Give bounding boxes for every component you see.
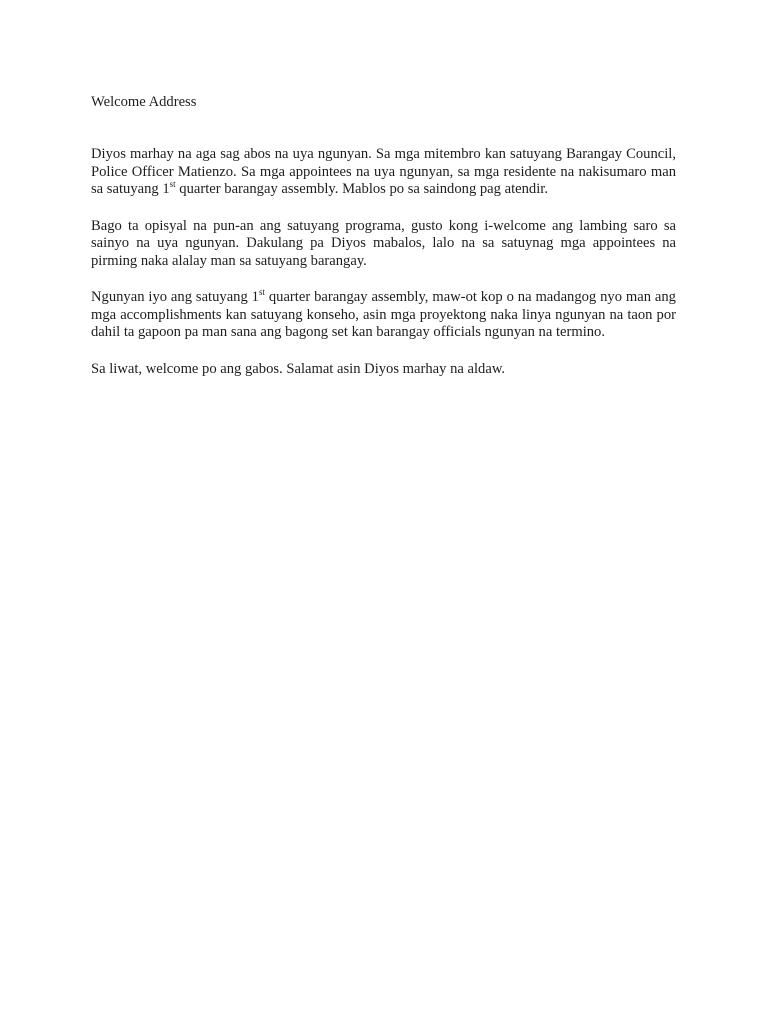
- paragraph-text: quarter barangay assembly, maw-ot kop o na madangog nyo man ang mga accomplishments kan satuyang konseho, asin mga proyektong naka linya ngunyan na taon por dahil ta gapoon pa man sana ang bagong set kan barangay officials ngunyan na termino.: [91, 289, 676, 340]
- paragraph-greeting: [91, 146, 676, 199]
- document-title: Welcome Address: [91, 94, 197, 110]
- paragraph-assembly: [91, 289, 676, 342]
- paragraph-text: Diyos marhay na aga sag abos na uya ngunyan. Sa mga mitembro kan satuyang Barangay Council, Police Officer Matienzo. Sa mga appointees na uya ngunyan, sa mga residente na nakisumaro man sa satuyang 1: [91, 146, 676, 197]
- paragraph-text: quarter barangay assembly. Mablos po sa saindong pag atendir.: [175, 181, 548, 197]
- paragraph-text: Ngunyan iyo ang satuyang 1: [91, 289, 259, 305]
- ordinal-suffix: st: [169, 179, 176, 189]
- ordinal-suffix: st: [258, 287, 265, 297]
- paragraph-welcome: Bago ta opisyal na pun-an ang satuyang programa, gusto kong i-welcome ang lambing saro sa sainyo na uya ngunyan. Dakulang pa Diyos mabalos, lalo na sa satuynag mga appointees na pirming naka alalay man sa satuyang barangay.: [91, 217, 676, 269]
- paragraph-closing: Sa liwat, welcome po ang gabos. Salamat asin Diyos marhay na aldaw.: [91, 360, 506, 377]
- document-body: [91, 94, 676, 397]
